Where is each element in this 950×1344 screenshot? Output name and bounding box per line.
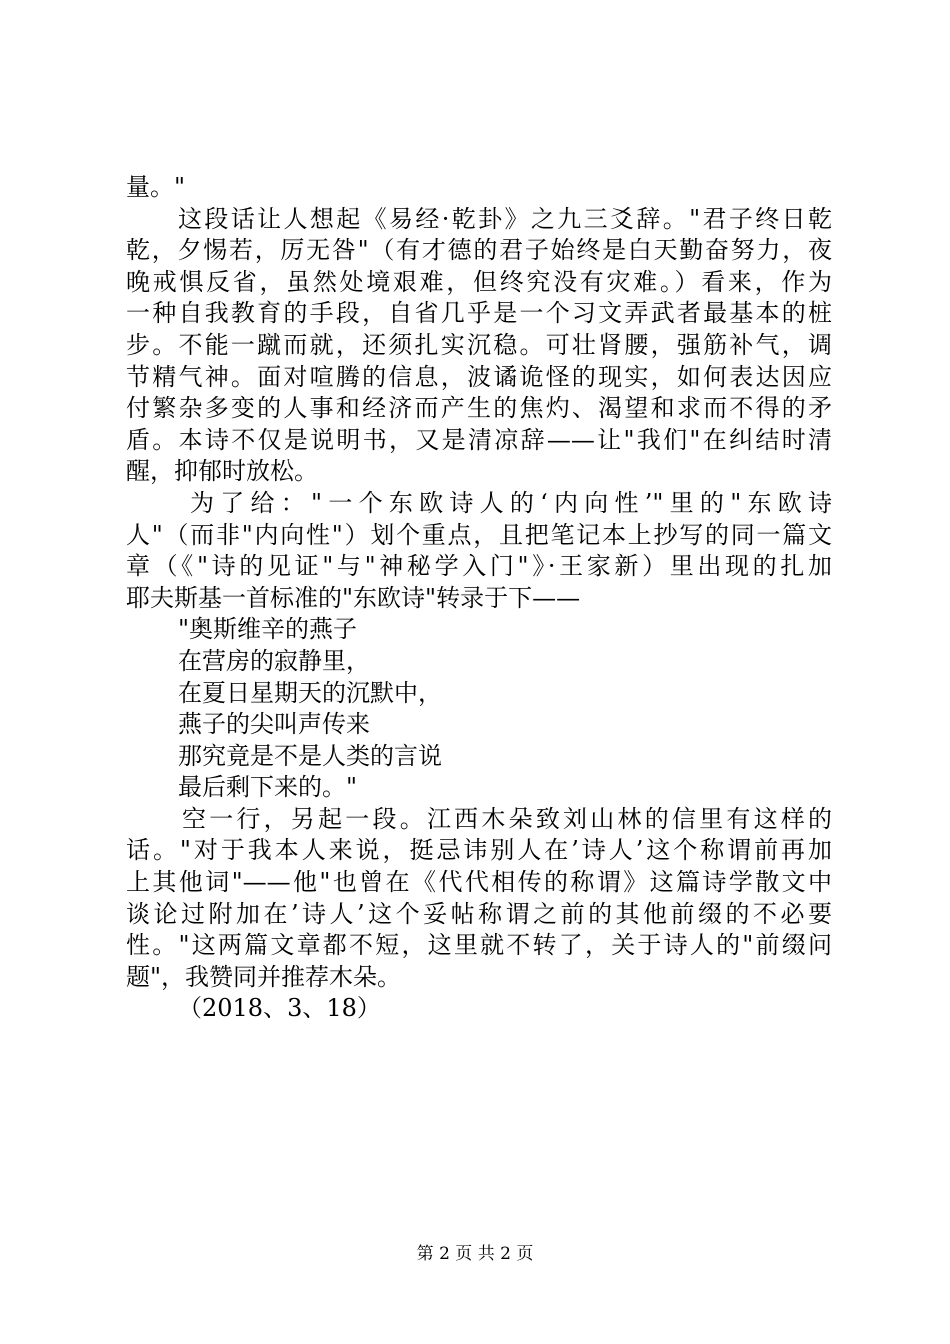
text-line: 量。": [126, 173, 186, 201]
text-line: 晚戒惧反省，虽然处境艰难，但终究没有灾难。）看来，作为: [126, 267, 832, 296]
text-line: 话。"对于我本人来说，挺忌讳别人在’诗人’这个称谓前再加: [126, 836, 832, 865]
text-line: 乾，夕惕若，厉无咎"（有才德的君子始终是白天勤奋努力，夜: [126, 236, 832, 265]
text-line: 题"，我赞同并推荐木朵。: [126, 962, 402, 991]
text-line: 在夏日星期天的沉默中，: [178, 678, 442, 707]
text-line: 耶夫斯基一首标准的"东欧诗"转录于下——: [126, 583, 581, 612]
text-line: 在营房的寂静里，: [178, 646, 370, 675]
text-line: "奥斯维辛的燕子: [178, 615, 358, 644]
text-line: （2018、3、18）: [178, 994, 381, 1023]
text-line: 付繁杂多变的人事和经济而产生的焦灼、渴望和求而不得的矛: [126, 394, 832, 423]
text-line: 上其他词"——他"也曾在《代代相传的称谓》这篇诗学散文中: [126, 868, 832, 897]
text-line: 章（《"诗的见证"与"神秘学入门"》·王家新）里出现的扎加: [126, 552, 832, 581]
text-line: 这段话让人想起《易经·乾卦》之九三爻辞。"君子终日乾: [178, 204, 832, 233]
page-footer: 第 2 页 共 2 页: [416, 1244, 534, 1264]
text-line: 性。"这两篇文章都不短，这里就不转了，关于诗人的"前缀问: [126, 931, 832, 960]
text-line: 盾。本诗不仅是说明书，又是清凉辞——让"我们"在纠结时清: [126, 425, 832, 454]
text-line: 空一行，另起一段。江西木朵致刘山林的信里有这样的: [182, 804, 832, 833]
document-body: [126, 172, 832, 1025]
text-line: 一种自我教育的手段，自省几乎是一个习文弄武者最基本的桩: [126, 299, 832, 328]
text-line: 谈论过附加在’诗人’这个妥帖称谓之前的其他前缀的不必要: [126, 899, 832, 928]
text-line: 醒，抑郁时放松。: [126, 457, 318, 486]
text-line: 最后剩下来的。": [178, 773, 358, 802]
text-line: 那究竟是不是人类的言说: [178, 741, 442, 770]
text-line: 步。不能一蹴而就，还须扎实沉稳。可壮肾腰，强筋补气，调: [126, 330, 832, 359]
text-line: 节精气神。面对喧腾的信息，波谲诡怪的现实，如何表达因应: [126, 362, 832, 391]
text-line: 为了给："一个东欧诗人的‘内向性’"里的"东欧诗: [190, 488, 832, 517]
text-line: 燕子的尖叫声传来: [178, 710, 370, 739]
text-line: 人"（而非"内向性"）划个重点，且把笔记本上抄写的同一篇文: [126, 520, 832, 549]
